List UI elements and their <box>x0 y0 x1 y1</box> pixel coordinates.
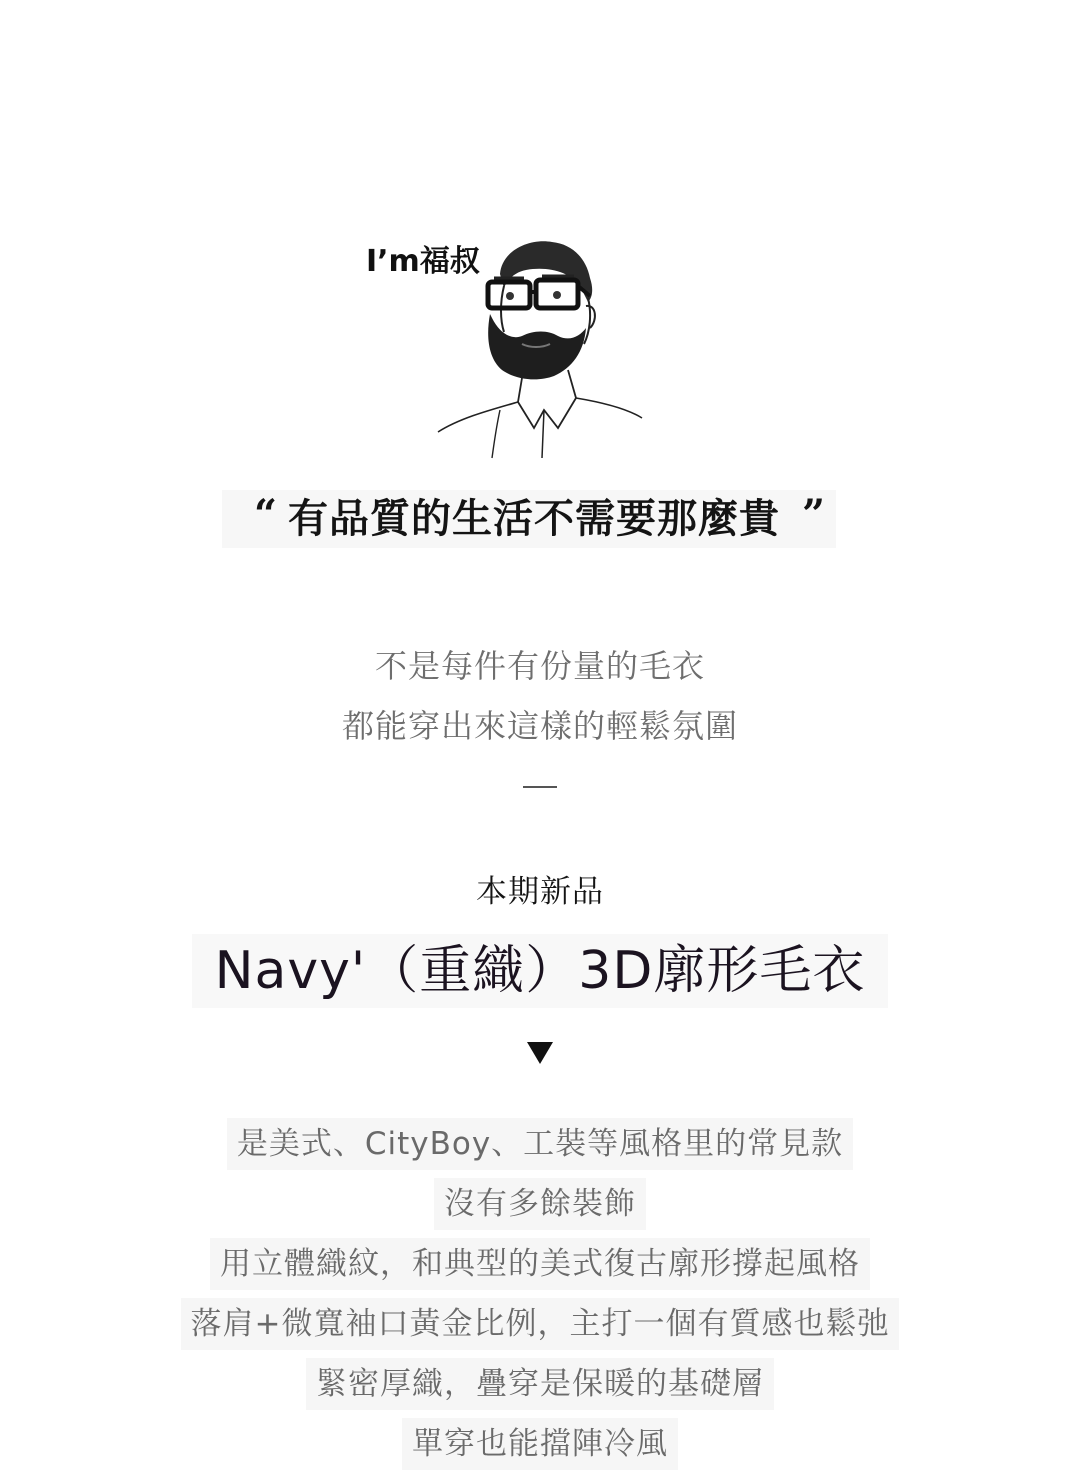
product-description <box>0 1118 1080 1473</box>
description-line: 沒有多餘裝飾 <box>0 1178 1080 1238</box>
new-arrival-label: 本期新品 <box>476 874 604 910</box>
intro-line: 都能穿出來這樣的輕鬆氛圍 <box>341 707 738 745</box>
bearded-man-portrait-icon <box>430 232 650 464</box>
quote-text: 有品質的生活不需要那麼貴 <box>288 496 780 542</box>
description-line: 用立體織紋，和典型的美式復古廓形撐起風格 <box>0 1238 1080 1298</box>
description-line: 緊密厚織，疊穿是保暖的基礎層 <box>0 1358 1080 1418</box>
down-triangle-icon <box>527 1042 553 1064</box>
intro-label: I’m福叔 <box>366 244 480 279</box>
intro-line: 不是每件有份量的毛衣 <box>374 647 705 685</box>
divider-dash <box>523 786 557 788</box>
product-name: Navy'（重織）3D廓形毛衣 <box>214 941 866 1001</box>
intro-paragraph <box>0 636 1080 756</box>
description-line: 是美式、CityBoy、工裝等風格里的常見款 <box>0 1118 1080 1178</box>
description-line: 落肩+微寬袖口黃金比例，主打一個有質感也鬆弛 <box>0 1298 1080 1358</box>
open-quote-mark: “ <box>253 491 278 538</box>
close-quote-mark: ” <box>802 491 827 538</box>
description-line: 單穿也能擋陣冷風 <box>0 1418 1080 1473</box>
product-title-block <box>0 932 1080 1012</box>
quote <box>254 490 826 548</box>
quote-block <box>0 490 1080 552</box>
